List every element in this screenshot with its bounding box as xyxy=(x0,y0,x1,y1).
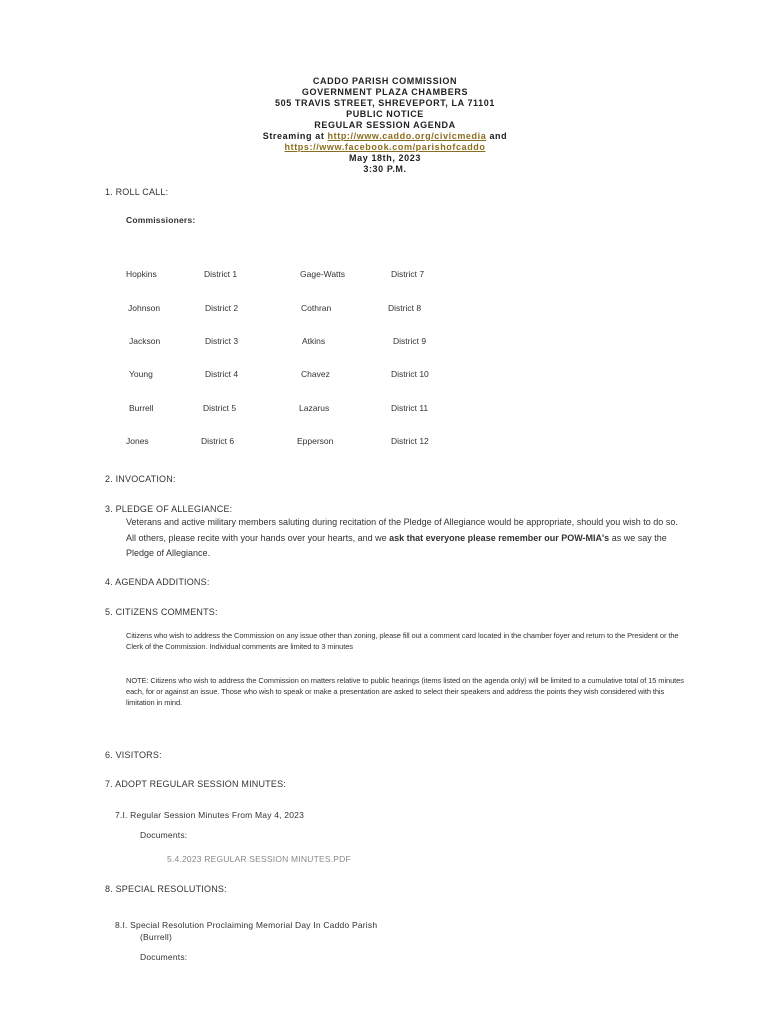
citizens-comments-heading: 5. CITIZENS COMMENTS: xyxy=(105,607,218,617)
header-facebook xyxy=(0,142,770,152)
commissioner-district: District 11 xyxy=(391,403,429,413)
minutes-documents-label: Documents: xyxy=(140,830,188,840)
minutes-document-link[interactable]: 5.4.2023 REGULAR SESSION MINUTES.PDF xyxy=(167,854,351,864)
invocation-heading: 2. INVOCATION: xyxy=(105,474,176,484)
commissioner-district: District 5 xyxy=(203,403,237,413)
facebook-link[interactable]: https://www.facebook.com/parishofcaddo xyxy=(284,142,486,152)
civicmedia-link[interactable]: http://www.caddo.org/civicmedia xyxy=(327,131,487,141)
commissioner-district: District 9 xyxy=(393,336,427,346)
commissioner-name: Epperson xyxy=(297,436,334,446)
header-notice: PUBLIC NOTICE xyxy=(346,109,424,119)
pledge-text-bold: ask that everyone please remember our POW-MIA's xyxy=(389,532,610,543)
header-time: 3:30 P.M. xyxy=(363,164,407,174)
special-resolution-item: 8.I. Special Resolution Proclaiming Memorial Day In Caddo Parish xyxy=(115,920,378,930)
streaming-and: and xyxy=(489,131,508,141)
header-address: 505 TRAVIS STREET, SHREVEPORT, LA 71101 xyxy=(275,98,495,108)
pledge-text xyxy=(126,515,686,562)
commissioner-district: District 12 xyxy=(391,436,429,446)
commissioner-name: Atkins xyxy=(302,336,326,346)
commissioner-district: District 8 xyxy=(388,303,422,313)
commissioner-district: District 1 xyxy=(204,269,238,279)
minutes-heading: 7. ADOPT REGULAR SESSION MINUTES: xyxy=(105,779,286,789)
header-venue: GOVERNMENT PLAZA CHAMBERS xyxy=(301,87,469,97)
commissioner-district: District 6 xyxy=(201,436,235,446)
roll-call-heading: 1. ROLL CALL: xyxy=(105,187,169,197)
header-org: CADDO PARISH COMMISSION xyxy=(312,76,458,86)
commissioners-heading: Commissioners: xyxy=(126,215,196,225)
commissioner-name: Chavez xyxy=(301,369,330,379)
minutes-item: 7.I. Regular Session Minutes From May 4, 2023 xyxy=(115,810,304,820)
commissioner-district: District 7 xyxy=(391,269,425,279)
commissioner-name: Hopkins xyxy=(126,269,157,279)
commissioner-name: Burrell xyxy=(129,403,154,413)
agenda-additions-heading: 4. AGENDA ADDITIONS: xyxy=(105,577,210,587)
commissioner-district: District 3 xyxy=(205,336,239,346)
commissioner-name: Jackson xyxy=(129,336,161,346)
streaming-prefix: Streaming at xyxy=(262,131,325,141)
special-resolutions-heading: 8. SPECIAL RESOLUTIONS: xyxy=(105,884,227,894)
commissioner-district: District 2 xyxy=(205,303,239,313)
header-date: May 18th, 2023 xyxy=(349,153,421,163)
special-documents-label: Documents: xyxy=(140,952,188,962)
pledge-text-part2: as we say the Pledge of Allegiance. xyxy=(126,532,667,558)
pledge-text-part1: Veterans and active military members saluting during recitation of the Pledge of Allegiance would be appropriate, should you wish to do so. All others, please recite with your hands over your hearts, and we xyxy=(126,517,678,543)
citizens-note-text: NOTE: Citizens who wish to address the Commission on matters relative to public hearings (items listed on the agenda only) will be limited to a cumulative total of 15 minutes each, for or against an issue. Those who wish to speak or make a presentation are asked to select their speakers and address the points they wish considered with this limitation in mind. xyxy=(126,676,684,707)
commissioner-name: Young xyxy=(129,369,153,379)
commissioner-name: Gage-Watts xyxy=(300,269,346,279)
visitors-heading: 6. VISITORS: xyxy=(105,750,162,760)
commissioner-name: Lazarus xyxy=(299,403,330,413)
commissioner-district: District 4 xyxy=(205,369,239,379)
header-streaming xyxy=(0,131,770,141)
special-resolution-sponsor: (Burrell) xyxy=(140,932,173,942)
commissioner-district: District 10 xyxy=(391,369,429,379)
citizens-comments-text: Citizens who wish to address the Commission on any issue other than zoning, please fill out a comment card located in the chamber foyer and return to the President or the Clerk of the Commission. Individual comments are limited to 3 minutes xyxy=(126,631,679,651)
commissioner-name: Jones xyxy=(126,436,149,446)
commissioner-name: Johnson xyxy=(128,303,161,313)
commissioner-name: Cothran xyxy=(301,303,332,313)
pledge-heading: 3. PLEDGE OF ALLEGIANCE: xyxy=(105,504,233,514)
header-agenda-type: REGULAR SESSION AGENDA xyxy=(314,120,456,130)
